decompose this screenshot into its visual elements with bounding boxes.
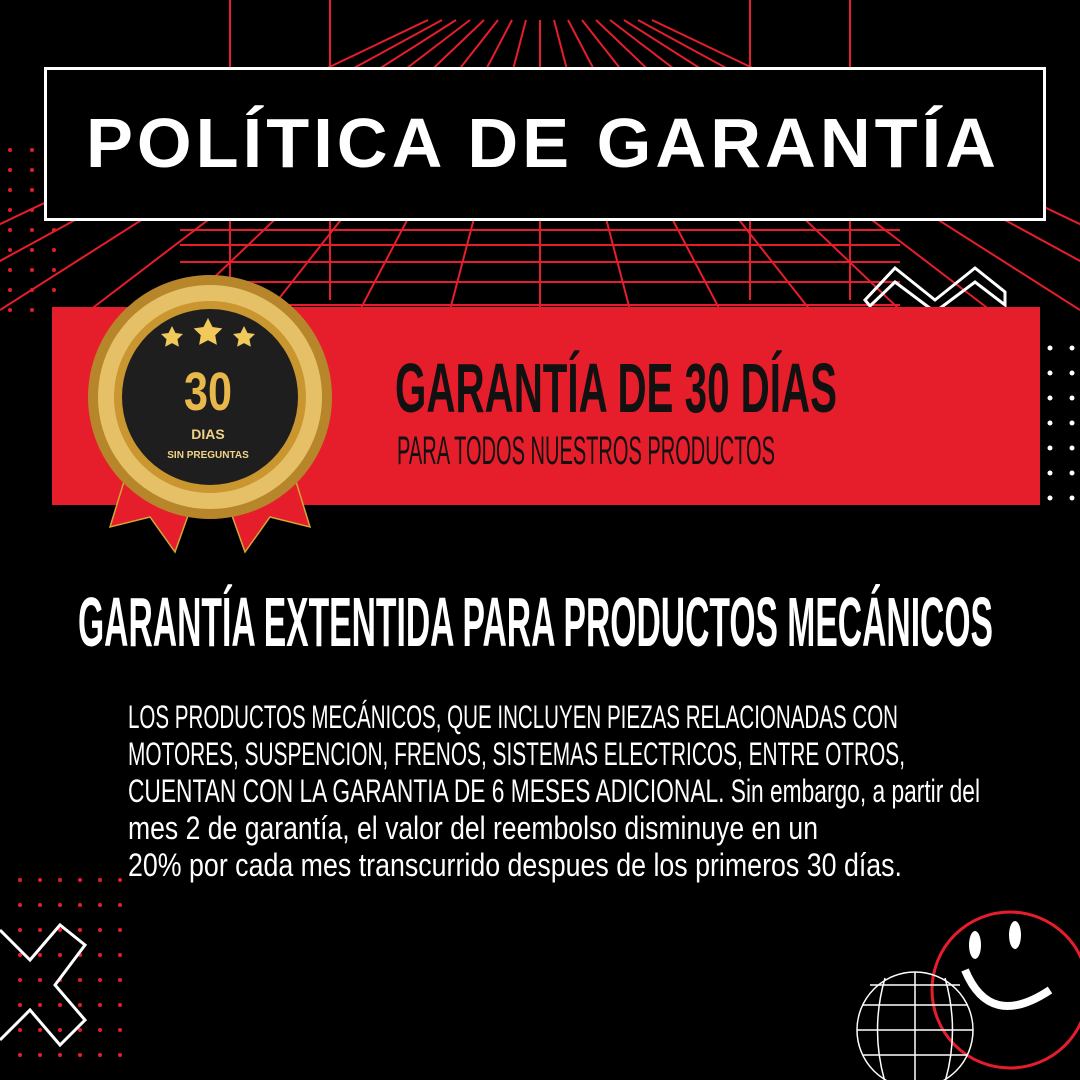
body-line: CUENTAN CON LA GARANTIA DE 6 MESES ADICIONAL. Sin embargo, a partir del <box>128 773 980 809</box>
dot <box>38 1028 42 1032</box>
dot <box>58 903 62 907</box>
dot <box>38 878 42 882</box>
dot <box>8 148 12 152</box>
dot <box>18 1053 22 1057</box>
dot <box>38 1053 42 1057</box>
band-heading: GARANTÍA DE 30 DÍAS <box>395 349 837 427</box>
badge-caption: SIN PREGUNTAS <box>167 450 249 461</box>
dot <box>18 953 22 957</box>
dot <box>118 1053 122 1057</box>
dot <box>18 903 22 907</box>
dot <box>78 1003 82 1007</box>
dot <box>8 248 12 252</box>
dot <box>98 1003 102 1007</box>
dot <box>8 288 12 292</box>
section-heading: GARANTÍA EXTENTIDA PARA PRODUCTOS MECÁNICOS <box>78 583 993 661</box>
x-shape-icon <box>0 925 85 1045</box>
dot <box>30 308 34 312</box>
dot <box>118 903 122 907</box>
dot <box>98 953 102 957</box>
dot <box>30 228 34 232</box>
dot <box>30 248 34 252</box>
dot <box>18 878 22 882</box>
dot <box>78 1053 82 1057</box>
smiley-icon <box>932 912 1080 1068</box>
dot <box>118 1003 122 1007</box>
dot <box>52 268 56 272</box>
dot <box>38 1003 42 1007</box>
dot <box>38 978 42 982</box>
body-line: mes 2 de garantía, el valor del reembolso disminuye en un <box>128 810 818 846</box>
dot <box>118 928 122 932</box>
dot <box>30 168 34 172</box>
dot <box>58 1053 62 1057</box>
dot <box>118 953 122 957</box>
dot <box>78 978 82 982</box>
body-line: MOTORES, SUSPENCION, FRENOS, SISTEMAS ELECTRICOS, ENTRE OTROS, <box>128 736 905 772</box>
dot <box>8 168 12 172</box>
dot-column-right <box>1048 346 1075 501</box>
body-line: 20% por cada mes transcurrido despues de los primeros 30 días. <box>128 847 902 883</box>
body-line: LOS PRODUCTOS MECÁNICOS, QUE INCLUYEN PIEZAS RELACIONADAS CON <box>128 699 898 735</box>
dot <box>58 1003 62 1007</box>
dot <box>118 978 122 982</box>
dot <box>78 903 82 907</box>
dot <box>98 928 102 932</box>
dot <box>52 288 56 292</box>
dot <box>18 1028 22 1032</box>
dot <box>18 928 22 932</box>
dot <box>98 978 102 982</box>
dot <box>30 208 34 212</box>
dot <box>38 953 42 957</box>
dot <box>78 1028 82 1032</box>
dot <box>78 928 82 932</box>
dot <box>58 1028 62 1032</box>
badge-unit: DIAS <box>191 426 225 442</box>
dot <box>18 1003 22 1007</box>
dot <box>52 248 56 252</box>
dot <box>58 878 62 882</box>
dot <box>18 978 22 982</box>
dot <box>8 268 12 272</box>
band-subheading: PARA TODOS NUESTROS PRODUCTOS <box>397 429 775 473</box>
dot <box>8 188 12 192</box>
dot <box>78 878 82 882</box>
dot <box>52 228 56 232</box>
dot <box>8 228 12 232</box>
dot <box>8 208 12 212</box>
page-title: POLÍTICA DE GARANTÍA <box>86 104 1000 182</box>
dot <box>30 268 34 272</box>
dot <box>8 308 12 312</box>
dot <box>98 1053 102 1057</box>
dot <box>98 1028 102 1032</box>
dot <box>38 903 42 907</box>
guarantee-badge <box>80 262 340 562</box>
dot <box>58 953 62 957</box>
badge-number: 30 <box>183 362 233 423</box>
dot <box>118 1028 122 1032</box>
dot <box>98 903 102 907</box>
dot <box>30 188 34 192</box>
dot <box>118 878 122 882</box>
dot <box>38 928 42 932</box>
dot <box>30 288 34 292</box>
dot <box>30 148 34 152</box>
dot <box>98 878 102 882</box>
